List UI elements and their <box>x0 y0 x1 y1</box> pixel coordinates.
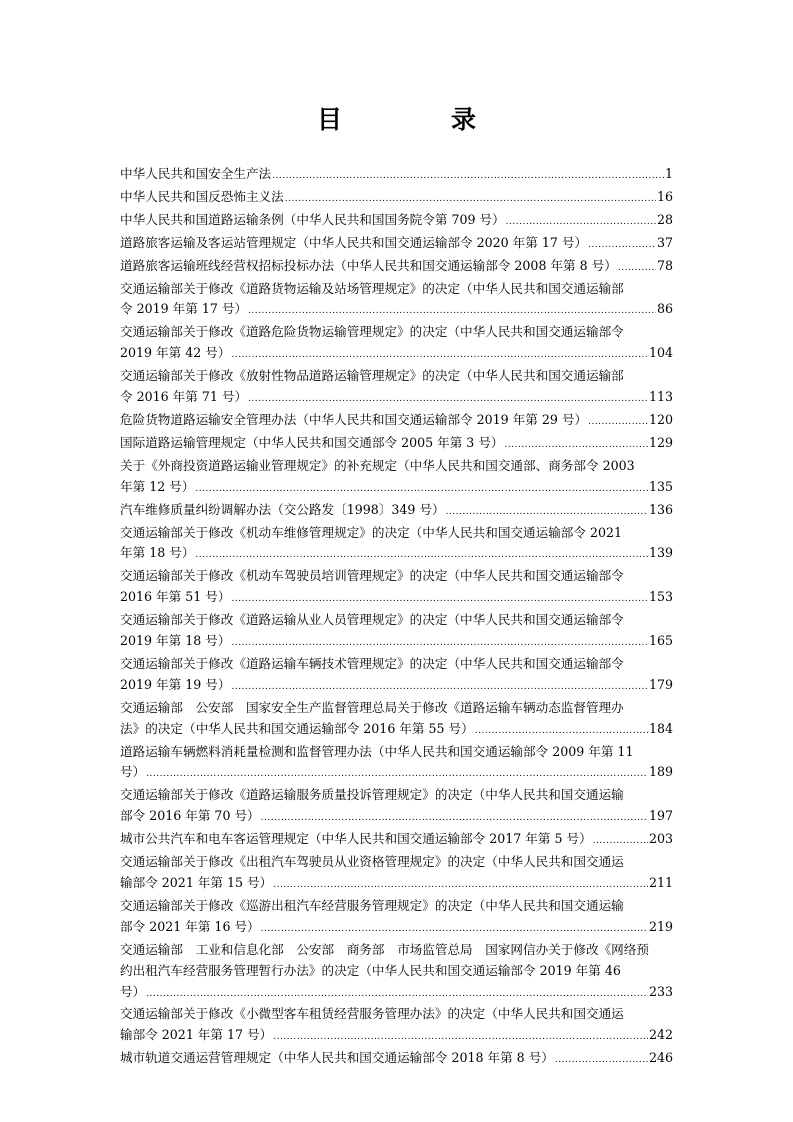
toc-entry-title-line: 交通运输部关于修改《巡游出租汽车经营服务管理规定》的决定（中华人民共和国交通运输 <box>120 897 624 913</box>
toc-page-number: 120 <box>648 411 673 427</box>
dot-leader <box>506 212 656 233</box>
toc-entry-title-line: 交通运输部关于修改《放射性物品道路运输管理规定》的决定（中华人民共和国交通运输部 <box>120 368 624 384</box>
toc-entry-title-line: 城市轨道交通运营管理规定（中华人民共和国交通运输部令 2018 年第 8 号） <box>120 1050 554 1066</box>
toc-entry-title-line: 危险货物道路运输安全管理办法（中华人民共和国交通运输部令 2019 年第 29 号） <box>120 411 588 427</box>
dot-leader <box>588 235 656 256</box>
toc-entry-title-line: 交通运输部关于修改《道路货物运输及站场管理规定》的决定（中华人民共和国交通运输部 <box>120 280 624 296</box>
dot-leader <box>261 808 648 829</box>
toc-page-number: 28 <box>656 211 673 227</box>
dot-leader <box>588 412 648 433</box>
toc-entry-title-line: 令 2019 年第 17 号） <box>120 301 248 317</box>
dot-leader <box>618 258 656 279</box>
toc-entry[interactable] <box>120 1048 673 1071</box>
toc-entry[interactable] <box>120 456 673 500</box>
toc-entry-title-line: 交通运输部关于修改《机动车维修管理规定》的决定（中华人民共和国交通运输部令 2021 <box>120 524 623 540</box>
toc-entry-title-line: 交通运输部关于修改《小微型客车租赁经营服务管理办法》的决定（中华人民共和国交通运 <box>120 1006 624 1022</box>
toc-page-number: 203 <box>648 831 673 847</box>
dot-leader <box>146 764 648 785</box>
toc-entry-title-line: 中华人民共和国安全生产法 <box>120 166 272 181</box>
toc-entry[interactable] <box>120 164 673 187</box>
toc-entry-title-line: 年第 12 号） <box>120 478 195 494</box>
toc-entry[interactable] <box>120 940 673 1005</box>
toc-entry[interactable] <box>120 410 673 433</box>
toc-entry[interactable] <box>120 187 673 210</box>
toc-entry-title-line: 约出租汽车经营服务管理暂行办法》的决定（中华人民共和国交通运输部令 2019 年第 46 <box>120 962 621 978</box>
toc-page-number: 219 <box>648 918 673 934</box>
toc-page-number: 129 <box>648 434 673 450</box>
dot-leader <box>475 721 648 742</box>
dot-leader <box>593 831 648 852</box>
toc-page-number: 179 <box>648 676 673 692</box>
toc-page-number: 1 <box>664 166 673 181</box>
toc-entry-title-line: 交通运输部关于修改《道路危险货物运输管理规定》的决定（中华人民共和国交通运输部令 <box>120 324 624 340</box>
toc-page-number: 165 <box>648 633 673 649</box>
dot-leader <box>231 633 647 654</box>
toc-page-number: 104 <box>648 345 673 361</box>
toc-page-number: 184 <box>648 720 673 736</box>
dot-leader <box>272 166 664 187</box>
toc-page-number: 113 <box>648 389 673 405</box>
toc-page-number: 16 <box>656 188 673 204</box>
toc-entry-title-line: 部令 2016 年第 70 号） <box>120 808 260 824</box>
toc-entry-title-line: 年第 18 号） <box>120 545 195 561</box>
toc-entry-title-line: 中华人民共和国反恐怖主义法 <box>120 188 284 204</box>
toc-entry-title-line: 关于《外商投资道路运输业管理规定》的补充规定（中华人民共和国交通部、商务部令 2003 <box>120 457 635 473</box>
toc-page-number: 233 <box>648 983 673 999</box>
toc-page-number: 242 <box>648 1027 673 1043</box>
toc-page-number: 139 <box>648 545 673 561</box>
toc-page-number: 153 <box>648 589 673 605</box>
toc-entry[interactable] <box>120 698 673 742</box>
dot-leader <box>285 189 656 210</box>
toc-page-number: 189 <box>648 764 673 780</box>
toc-entry[interactable] <box>120 500 673 523</box>
toc-entry-title-line: 汽车维修质量纠纷调解办法（交公路发〔1998〕349 号） <box>120 501 445 517</box>
dot-leader <box>231 345 647 366</box>
dot-leader <box>231 589 647 610</box>
toc-entry-title-line: 道路旅客运输及客运站管理规定（中华人民共和国交通运输部令 2020 年第 17 号） <box>120 234 588 250</box>
dot-leader <box>195 545 648 566</box>
toc-entry[interactable] <box>120 256 673 279</box>
toc-entry[interactable] <box>120 654 673 698</box>
dot-leader <box>505 435 648 456</box>
dot-leader <box>261 919 648 940</box>
toc-entry-title-line: 输部令 2021 年第 17 号） <box>120 1027 273 1043</box>
toc-entry-title-line: 道路旅客运输班线经营权招标投标办法（中华人民共和国交通运输部令 2008 年第 8 号） <box>120 257 617 273</box>
toc-entry-title-line: 交通运输部关于修改《出租汽车驾驶员从业资格管理规定》的决定（中华人民共和国交通运 <box>120 854 624 870</box>
toc-entry[interactable] <box>120 896 673 940</box>
toc-entry[interactable] <box>120 610 673 654</box>
toc-entry-title-line: 交通运输部 公安部 国家安全生产监督管理总局关于修改《道路运输车辆动态监督管理办 <box>120 699 624 715</box>
dot-leader <box>555 1050 648 1071</box>
toc-entry[interactable] <box>120 433 673 456</box>
dot-leader <box>273 1027 648 1048</box>
toc-entry[interactable] <box>120 852 673 896</box>
dot-leader <box>248 301 656 322</box>
toc-entry-title-line: 部令 2021 年第 16 号） <box>120 918 260 934</box>
page-title: 目 录 <box>316 105 518 134</box>
toc-entry-title-line: 法》的决定（中华人民共和国交通运输部令 2016 年第 55 号） <box>120 720 474 736</box>
dot-leader <box>248 389 648 410</box>
toc-entry-title-line: 交通运输部关于修改《机动车驾驶员培训管理规定》的决定（中华人民共和国交通运输部令 <box>120 568 624 584</box>
toc-page-number: 246 <box>648 1050 673 1066</box>
toc-entry-title-line: 2019 年第 42 号） <box>120 345 231 361</box>
toc-page-number: 211 <box>648 875 673 890</box>
toc-entry-title-line: 2016 年第 51 号） <box>120 589 231 605</box>
toc-entry-title-line: 输部令 2021 年第 15 号） <box>120 875 273 890</box>
toc-page-number: 78 <box>656 257 673 273</box>
toc-entry-title-line: 交通运输部 工业和信息化部 公安部 商务部 市场监管总局 国家网信办关于修改《网络预 <box>120 941 649 957</box>
dot-leader <box>273 875 648 896</box>
toc-entry-title-line: 交通运输部关于修改《道路运输从业人员管理规定》的决定（中华人民共和国交通运输部令 <box>120 612 624 628</box>
toc-entry-title-line: 交通运输部关于修改《道路运输服务质量投诉管理规定》的决定（中华人民共和国交通运输 <box>120 787 624 803</box>
toc-entry[interactable] <box>120 742 673 786</box>
toc-entry[interactable] <box>120 322 673 366</box>
toc-page-number: 37 <box>656 234 673 250</box>
toc-entry-title-line: 国际道路运输管理规定（中华人民共和国交通部令 2005 年第 3 号） <box>120 434 504 450</box>
table-of-contents <box>120 164 673 1071</box>
toc-entry[interactable] <box>120 785 673 829</box>
toc-entry[interactable] <box>120 523 673 567</box>
toc-entry-title-line: 2019 年第 19 号） <box>120 676 231 692</box>
toc-entry[interactable] <box>120 566 673 610</box>
toc-entry[interactable] <box>120 233 673 256</box>
toc-entry-title-line: 号） <box>120 983 146 999</box>
toc-entry[interactable] <box>120 1004 673 1048</box>
toc-entry-title-line: 交通运输部关于修改《道路运输车辆技术管理规定》的决定（中华人民共和国交通运输部令 <box>120 655 624 671</box>
toc-entry-title-line: 中华人民共和国道路运输条例（中华人民共和国国务院令第 709 号） <box>120 211 505 227</box>
toc-page-number: 86 <box>656 301 673 317</box>
toc-entry-title-line: 道路运输车辆燃料消耗量检测和监督管理办法（中华人民共和国交通运输部令 2009 年第 11 <box>120 743 634 759</box>
toc-entry[interactable] <box>120 279 673 323</box>
dot-leader <box>446 502 648 523</box>
toc-page-number: 197 <box>648 808 673 824</box>
toc-entry[interactable] <box>120 829 673 852</box>
dot-leader <box>195 479 648 500</box>
toc-entry[interactable] <box>120 210 673 233</box>
toc-entry-title-line: 号） <box>120 764 146 780</box>
toc-entry[interactable] <box>120 366 673 410</box>
dot-leader <box>231 677 647 698</box>
toc-page-number: 135 <box>648 478 673 494</box>
toc-entry-title-line: 令 2016 年第 71 号） <box>120 389 248 405</box>
toc-entry-title-line: 城市公共汽车和电车客运管理规定（中华人民共和国交通运输部令 2017 年第 5 号） <box>120 831 592 847</box>
toc-entry-title-line: 2019 年第 18 号） <box>120 633 231 649</box>
dot-leader <box>146 984 648 1005</box>
toc-page-number: 136 <box>648 501 673 517</box>
